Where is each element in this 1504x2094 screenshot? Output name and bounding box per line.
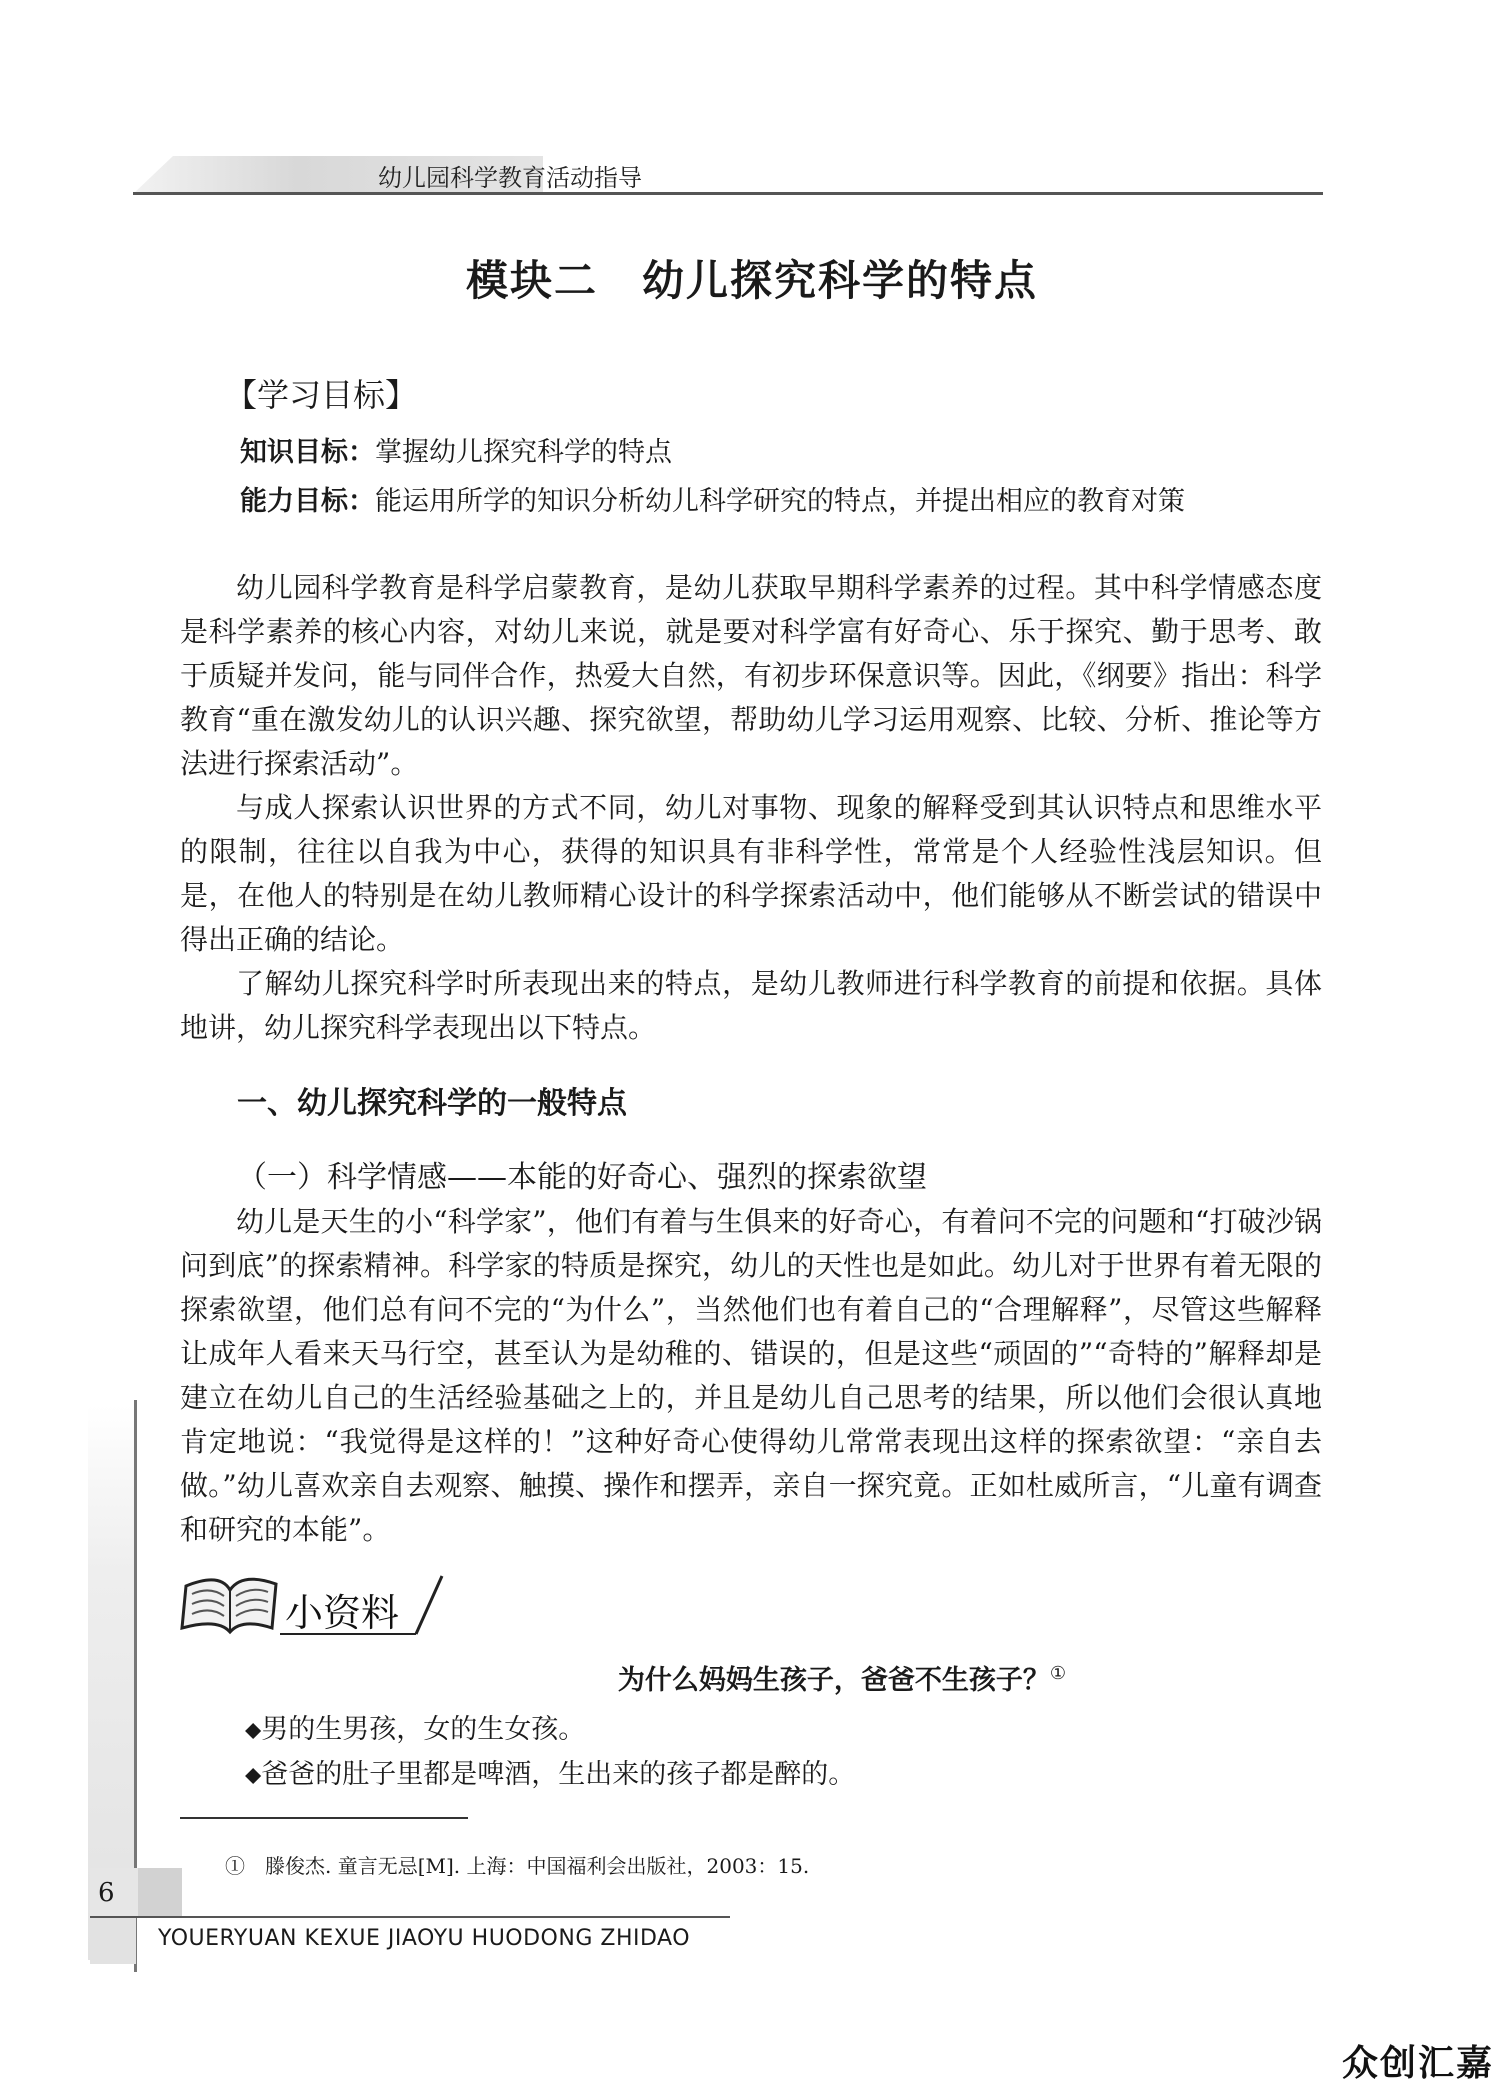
knowledge-objective xyxy=(240,430,672,469)
subsection-heading: （一）科学情感——本能的好奇心、强烈的探索欲望 xyxy=(237,1160,927,1195)
resource-label: 小资料 xyxy=(285,1591,400,1635)
watermark: 众创汇嘉 xyxy=(1341,2043,1494,2084)
footnote-rule xyxy=(180,1817,468,1819)
resource-bullet-1: ◆男的生男孩，女的生女孩。 xyxy=(245,1714,586,1745)
running-title: 幼儿园科学教育活动指导 xyxy=(378,164,642,192)
ability-text: 能运用所学的知识分析幼儿科学研究的特点，并提出相应的教育对策 xyxy=(375,486,1185,517)
intro-paragraph-1: 幼儿园科学教育是科学启蒙教育，是幼儿获取早期科学素养的过程。其中科学情感态度是科学素养的核心内容，对幼儿来说，就是要对科学富有好奇心、乐于探究、勤于思考、敢于质疑并发问，能与同伴合作，热爱大自然，有初步环保意识等。因此，《纲要》指出：科学教育“重在激发幼儿的认识兴趣、探究欲望，帮助幼儿学习运用观察、比较、分析、推论等方法进行探索活动”。 xyxy=(180,571,1322,780)
header-rule xyxy=(133,192,1323,195)
page-title: 模块二 幼儿探究科学的特点 xyxy=(465,256,1038,305)
knowledge-label: 知识目标： xyxy=(240,437,375,468)
resource-badge xyxy=(180,1568,450,1640)
resource-bullet-2: ◆爸爸的肚子里都是啤酒，生出来的孩子都是醉的。 xyxy=(245,1759,856,1790)
footer-pinyin: YOUERYUAN KEXUE JIAOYU HUODONG ZHIDAO xyxy=(158,1926,691,1951)
intro-paragraph-3: 了解幼儿探究科学时所表现出来的特点，是幼儿教师进行科学教育的前提和依据。具体地讲，幼儿探究科学表现出以下特点。 xyxy=(180,967,1322,1044)
footer-shade xyxy=(90,1918,136,1964)
page-number: 6 xyxy=(98,1878,115,1908)
footnote-mark: ① xyxy=(1049,1663,1067,1684)
page-number-shade xyxy=(138,1868,182,1916)
subsection-paragraph: 幼儿是天生的小“科学家”，他们有着与生俱来的好奇心，有着问不完的问题和“打破沙锅问到底”的探索精神。科学家的特质是探究，幼儿的天性也是如此。幼儿对于世界有着无限的探索欲望，他们总有问不完的“为什么”，当然他们也有着自己的“合理解释”，尽管这些解释让成年人看来天马行空，甚至认为是幼稚的、错误的，但是这些“顽固的”“奇特的”解释却是建立在幼儿自己的生活经验基础之上的，并且是幼儿自己思考的结果，所以他们会很认真地肯定地说：“我觉得是这样的！”这种好奇心使得幼儿常常表现出这样的探索欲望：“亲自去做。”幼儿喜欢亲自去观察、触摸、操作和摆弄，亲自一探究竟。正如杜威所言，“儿童有调查和研究的本能”。 xyxy=(180,1205,1322,1546)
knowledge-text: 掌握幼儿探究科学的特点 xyxy=(375,437,672,468)
resource-title xyxy=(0,1658,1504,1697)
ability-objective xyxy=(240,479,1185,518)
footer-rule xyxy=(90,1916,730,1918)
intro-paragraph-2: 与成人探索认识世界的方式不同，幼儿对事物、现象的解释受到其认识特点和思维水平的限制，往往以自我为中心，获得的知识具有非科学性，常常是个人经验性浅层知识。但是，在他人的特别是在幼儿教师精心设计的科学探索活动中，他们能够从不断尝试的错误中得出正确的结论。 xyxy=(180,791,1322,956)
objectives-heading: 【学习目标】 xyxy=(225,376,418,414)
section-heading: 一、幼儿探究科学的一般特点 xyxy=(237,1086,627,1121)
ability-label: 能力目标： xyxy=(240,486,375,517)
resource-title-text: 为什么妈妈生孩子，爸爸不生孩子？ xyxy=(617,1665,1050,1696)
footnote: ① 滕俊杰. 童言无忌[M]. 上海：中国福利会出版社，2003：15. xyxy=(225,1854,810,1878)
